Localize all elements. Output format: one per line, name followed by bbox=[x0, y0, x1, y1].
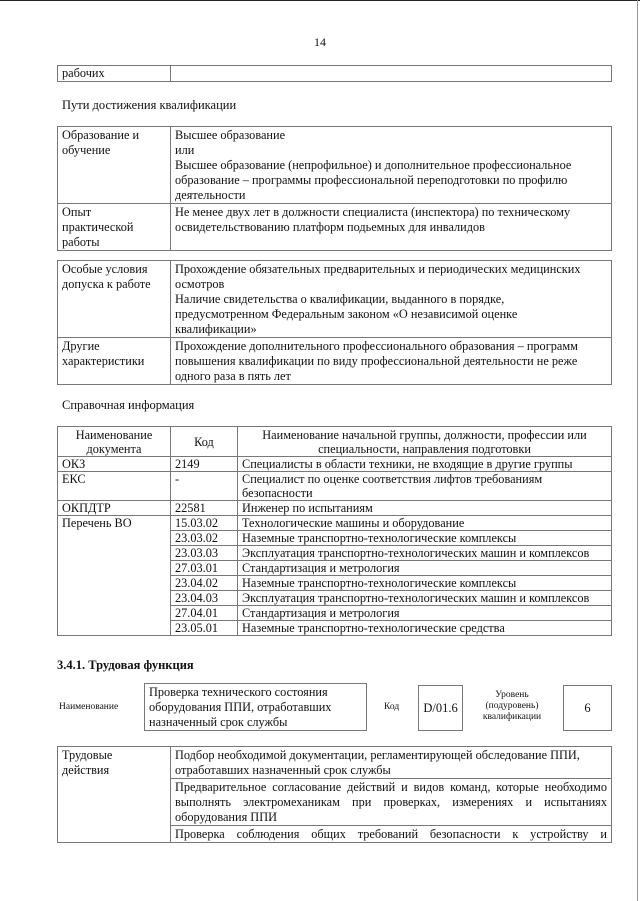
text-line: Не менее двух лет в должности специалиста (инспектора) по техническому освидетельствованию платформ подьемных для инвалидов bbox=[175, 205, 571, 234]
text-line: Высшее образование bbox=[175, 128, 286, 142]
conditions-table bbox=[57, 260, 612, 385]
level-value-box bbox=[563, 685, 612, 731]
cell-document: ОКЗ bbox=[58, 457, 171, 472]
row-value bbox=[171, 261, 612, 338]
cell-code: 23.05.01 bbox=[171, 621, 238, 636]
table-row bbox=[58, 501, 612, 516]
table-row bbox=[58, 127, 612, 204]
cell-code: 27.04.01 bbox=[171, 606, 238, 621]
labor-function-title: 3.4.1. Трудовая функция bbox=[57, 658, 194, 672]
cell-code: 27.03.01 bbox=[171, 561, 238, 576]
row-label: Другие характеристики bbox=[58, 338, 171, 385]
code-label: Код bbox=[384, 702, 400, 712]
cell-document: Перечень ВО bbox=[58, 516, 171, 636]
cell-name: Стандартизация и метрология bbox=[238, 561, 612, 576]
cell-name: Наземные транспортно-технологические комплексы bbox=[238, 531, 612, 546]
cell-code: 2149 bbox=[171, 457, 238, 472]
name-value-box bbox=[144, 683, 367, 731]
table-row bbox=[58, 516, 612, 531]
cell-code: 23.03.03 bbox=[171, 546, 238, 561]
cell-name: Эксплуатация транспортно-технологических машин и комплексов bbox=[238, 546, 612, 561]
table-row bbox=[58, 457, 612, 472]
cell-name: Наземные транспортно-технологические комплексы bbox=[238, 576, 612, 591]
section-title-qualification-paths: Пути достижения квалификации bbox=[62, 98, 237, 112]
cell-name: Стандартизация и метрология bbox=[238, 606, 612, 621]
labor-action-item: Подбор необходимой документации, регламентирующей обследование ППИ, отработавших назначенный срок службы bbox=[171, 747, 612, 779]
text-line: Прохождение обязательных предварительных и периодических медицинских осмотров bbox=[175, 262, 581, 291]
code-value: D/01.6 bbox=[423, 700, 458, 715]
labor-actions-table bbox=[57, 746, 612, 843]
row-value bbox=[171, 204, 612, 251]
column-header-document: Наименование документа bbox=[58, 427, 171, 457]
cell-name: Специалист по оценке соответствия лифтов требованиям безопасности bbox=[238, 472, 612, 501]
cell-code: 23.03.02 bbox=[171, 531, 238, 546]
labor-action-item: Предварительное согласование действий и видов команд, которые необходимо выполнять электромеханикам при проверках, измерениях и испытаниях оборудования ППИ bbox=[171, 779, 612, 826]
page-number: 14 bbox=[314, 35, 326, 49]
text-line: или bbox=[175, 143, 195, 157]
row-label: Особые условия допуска к работе bbox=[58, 261, 171, 338]
cell-code: 15.03.02 bbox=[171, 516, 238, 531]
table-row bbox=[58, 204, 612, 251]
row-value bbox=[171, 338, 612, 385]
row-value bbox=[171, 66, 612, 82]
cell-name: Наземные транспортно-технологические средства bbox=[238, 621, 612, 636]
text-line: Высшее образование (непрофильное) и дополнительное профессиональное образование – программы профессиональной переподготовки по профилю деятельности bbox=[175, 158, 572, 202]
scan-edge-right bbox=[637, 0, 638, 901]
table-header-row bbox=[58, 427, 612, 457]
name-value: Проверка технического состояния оборудования ППИ, отработавших назначенный срок службы bbox=[149, 685, 332, 729]
table-row bbox=[58, 338, 612, 385]
labor-action-item: Проверка соблюдения общих требований безопасности к устройству и bbox=[171, 826, 612, 843]
cell-document: ЕКС bbox=[58, 472, 171, 501]
column-header-code: Код bbox=[171, 427, 238, 457]
name-label: Наименование bbox=[59, 702, 119, 712]
reference-table bbox=[57, 426, 612, 636]
table-row bbox=[58, 66, 612, 82]
level-label: Уровень (подуровень) квалификации bbox=[482, 690, 542, 722]
text-line: Прохождение дополнительного профессионального образования – программ повышения квалификации по виду профессиональной деятельности не реже одного раза в пять лет bbox=[175, 339, 578, 383]
cell-code: 22581 bbox=[171, 501, 238, 516]
cell-document: ОКПДТР bbox=[58, 501, 171, 516]
cell-code: 23.04.02 bbox=[171, 576, 238, 591]
scan-edge-top bbox=[0, 0, 640, 1]
table-row bbox=[58, 261, 612, 338]
row-label: Опыт практической работы bbox=[58, 204, 171, 251]
continued-table bbox=[57, 65, 612, 82]
cell-name: Инженер по испытаниям bbox=[238, 501, 612, 516]
cell-code: 23.04.03 bbox=[171, 591, 238, 606]
table-row bbox=[58, 747, 612, 779]
cell-name: Технологические машины и оборудование bbox=[238, 516, 612, 531]
cell-name: Специалисты в области техники, не входящие в другие группы bbox=[238, 457, 612, 472]
cell-code: - bbox=[171, 472, 238, 501]
column-header-name: Наименование начальной группы, должности, профессии или специальности, направления подготовки bbox=[238, 427, 612, 457]
level-value: 6 bbox=[584, 700, 591, 715]
text-line: Наличие свидетельства о квалификации, выданного в порядке, предусмотренном Федеральным законом «О независимой оценке квалификации» bbox=[175, 292, 518, 336]
row-label: рабочих bbox=[58, 66, 171, 82]
row-label: Образование и обучение bbox=[58, 127, 171, 204]
cell-name: Эксплуатация транспортно-технологических машин и комплексов bbox=[238, 591, 612, 606]
table-row bbox=[58, 472, 612, 501]
row-label: Трудовые действия bbox=[58, 747, 171, 843]
qualification-paths-table bbox=[57, 126, 612, 251]
code-value-box bbox=[418, 685, 463, 731]
row-value bbox=[171, 127, 612, 204]
section-title-reference: Справочная информация bbox=[62, 398, 195, 412]
